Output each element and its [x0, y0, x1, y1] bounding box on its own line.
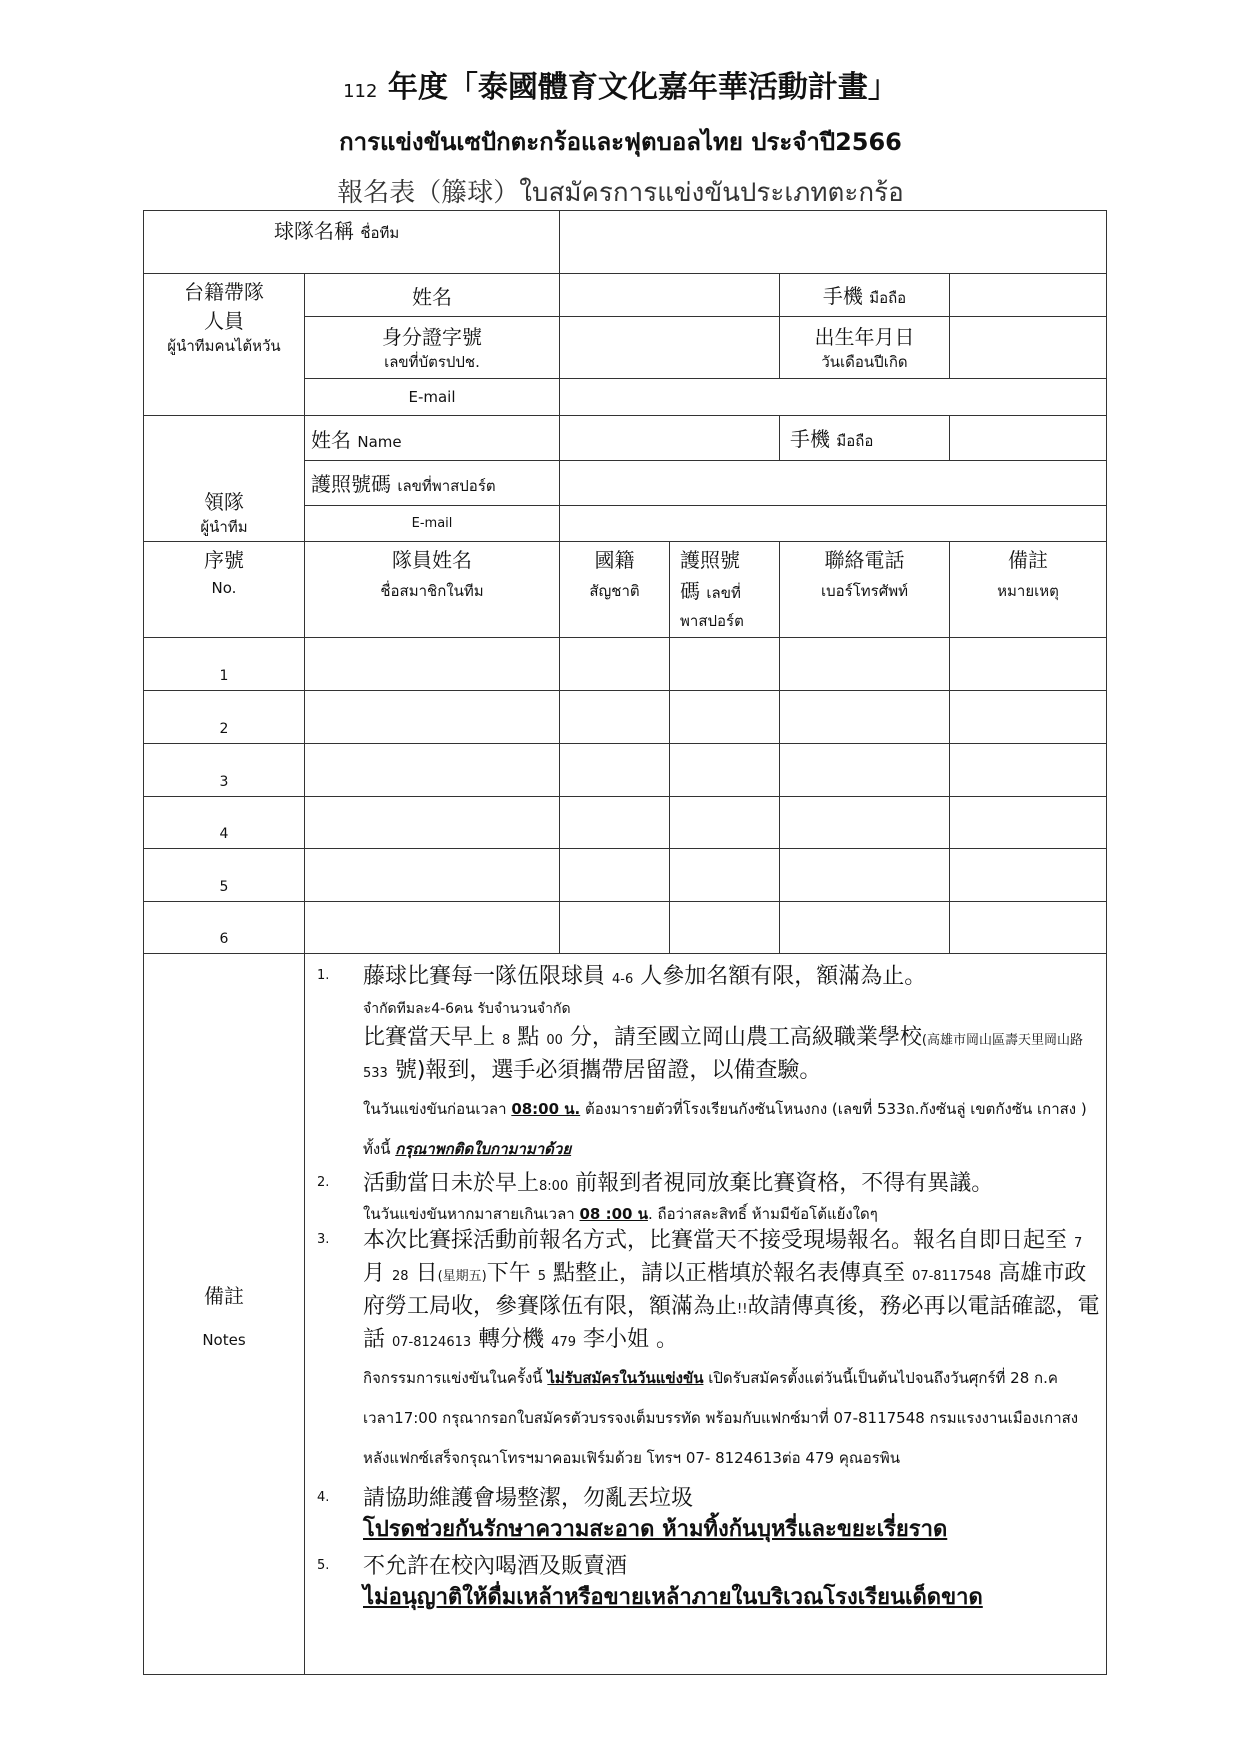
notes-label-zh: 備註: [204, 1283, 244, 1308]
remarks-cell[interactable]: [950, 638, 1107, 691]
notes-label: [144, 954, 305, 1675]
tw-name-field[interactable]: [560, 274, 780, 317]
row-number: 2: [144, 691, 305, 744]
note-1-zh2-c: 分，請至國立岡山農工高級職業學校: [569, 1025, 922, 1050]
tw-id-field[interactable]: [560, 317, 780, 379]
member-name-cell[interactable]: [305, 638, 560, 691]
note-1-th2: [363, 1089, 1100, 1169]
nationality-cell[interactable]: [560, 744, 670, 797]
note-2-th-b: . ถือว่าสละสิทธิ์ ห้ามมีข้อโต้แย้งใดๆ: [647, 1205, 878, 1223]
tw-name-label: 姓名: [305, 274, 560, 317]
phone-cell[interactable]: [780, 849, 950, 902]
header-member-name: [305, 542, 560, 638]
header-no: [144, 542, 305, 638]
member-name-cell[interactable]: [305, 902, 560, 954]
header-remarks-zh: 備註: [1008, 548, 1049, 572]
form-title: 報名表（籐球）ใบสมัครการแข่งขันประเภทตะกร้อ: [337, 178, 904, 208]
header-passport-th-2: พาสปอร์ต: [680, 612, 744, 630]
header-phone-zh: 聯絡電話: [824, 548, 905, 572]
row-number: 1: [144, 638, 305, 691]
leader-email-field[interactable]: [560, 506, 1107, 542]
leader-label: [144, 416, 305, 542]
tw-birth-zh: 出生年月日: [814, 325, 915, 349]
thai-subtitle: การแข่งขันเซปักตะกร้อและฟุตบอลไทย ประจำปี2566: [339, 128, 902, 156]
header-member-name-zh: 隊員姓名: [392, 548, 472, 572]
note-item-2: [311, 1169, 1100, 1226]
note-2-zh-a: 活動當日未於早上: [363, 1171, 540, 1196]
note-2-zh: [363, 1169, 1100, 1202]
header-remarks-th: หมายเหตุ: [997, 582, 1059, 600]
header-no-zh: 序號: [204, 548, 244, 572]
team-label-zh: 球隊名稱: [274, 219, 354, 243]
note-5-zh: 不允許在校內喝酒及販賣酒: [363, 1554, 628, 1579]
note-3-zh-h: !!: [737, 1302, 748, 1317]
note-2-zh-n: 8:00: [539, 1179, 569, 1194]
row-number: 4: [144, 797, 305, 849]
row-number: 3: [144, 744, 305, 797]
header-no-th: No.: [211, 579, 237, 597]
note-1-th: จำกัดทีมละ4-6คน รับจำนวนจำกัด: [363, 1001, 571, 1017]
tw-id-label: [305, 317, 560, 379]
note-3-zh-e: 下午: [486, 1261, 531, 1286]
note-1-zh-a: 藤球比賽每一隊伍限球員: [363, 964, 606, 989]
note-2-zh-b: 前報到者視同放棄比賽資格，不得有異議。: [575, 1171, 994, 1196]
note-3-th-b: ไม่รับสมัครในวันแข่งขัน: [547, 1369, 704, 1387]
note-3-zh-n4: 07-8117548: [912, 1269, 992, 1284]
note-1-th2-time: 08:00 น.: [511, 1100, 581, 1118]
leader-label-zh: 領隊: [204, 490, 244, 514]
table-row: [144, 744, 1107, 797]
note-2-th-a: ในวันแข่งขันหากมาสายเกินเวลา: [363, 1205, 575, 1223]
leader-email-label: E-mail: [305, 506, 560, 542]
note-3-zh-b: 月: [363, 1261, 386, 1286]
header-phone: [780, 542, 950, 638]
note-4-zh: 請協助維護會場整潔，勿亂丟垃圾: [363, 1486, 694, 1511]
note-2-th-time: 08 :00 น: [579, 1205, 648, 1223]
header-remarks: [950, 542, 1107, 638]
leader-passport-th: เลขที่พาสปอร์ต: [397, 477, 496, 495]
leader-row-1: [144, 416, 1107, 461]
nationality-cell[interactable]: [560, 691, 670, 744]
note-3-zh: [363, 1226, 1100, 1358]
passport-cell[interactable]: [670, 691, 780, 744]
note-item-1: [311, 962, 1100, 1169]
notes-content: [305, 954, 1107, 1675]
header-passport: [670, 542, 780, 638]
leader-name-field[interactable]: [560, 416, 780, 461]
nationality-cell[interactable]: [560, 638, 670, 691]
registration-form: [143, 210, 1107, 1675]
remarks-cell[interactable]: [950, 797, 1107, 849]
nationality-cell[interactable]: [560, 797, 670, 849]
passport-cell[interactable]: [670, 797, 780, 849]
title-text: 年度「泰國體育文化嘉年華活動計畫」: [387, 70, 898, 105]
note-1-th2-c: กรุณาพกติดใบกามามาด้วย: [395, 1140, 572, 1158]
tw-birth-label: [780, 317, 950, 379]
note-1-zh2: [363, 1023, 1100, 1089]
tw-id-zh: 身分證字號: [382, 325, 482, 349]
note-1-zh2-d: (高雄市岡山區壽天里岡山路: [921, 1033, 1083, 1048]
note-3-zh-d: (星期五): [437, 1269, 487, 1284]
note-3-zh-i: 故請傳真後，務必再以電話確認，電話: [363, 1294, 1100, 1352]
note-3-zh-g: 高雄市政府勞工局收，參賽隊伍有限，額滿為止: [363, 1261, 1087, 1319]
tw-mobile-label: [780, 274, 950, 317]
note-number: 1.: [317, 968, 330, 983]
note-number: 5.: [317, 1558, 330, 1573]
tw-id-th: เลขที่บัตรปปช.: [384, 353, 480, 371]
member-name-cell[interactable]: [305, 691, 560, 744]
team-name-field[interactable]: [560, 211, 1107, 274]
tw-mobile-field[interactable]: [950, 274, 1107, 317]
phone-cell[interactable]: [780, 691, 950, 744]
header-passport-zh-2: 碼: [680, 579, 701, 603]
phone-cell[interactable]: [780, 744, 950, 797]
tw-birth-field[interactable]: [950, 317, 1107, 379]
phone-cell[interactable]: [780, 797, 950, 849]
note-item-4: [311, 1484, 1100, 1546]
note-3-zh-n3: 5: [537, 1269, 547, 1284]
remarks-cell[interactable]: [950, 744, 1107, 797]
note-1-th2-a: ในวันแข่งขันก่อนเวลา: [363, 1100, 507, 1118]
tw-leader-label-zh-2: 人員: [204, 309, 244, 333]
member-name-cell[interactable]: [305, 797, 560, 849]
table-row: [144, 902, 1107, 954]
tw-email-label: E-mail: [305, 379, 560, 416]
tw-leader-label-zh-1: 台籍帶隊: [184, 280, 264, 304]
note-1-zh: [363, 962, 1100, 995]
phone-cell[interactable]: [780, 638, 950, 691]
team-label-th: ชื่อทีม: [360, 224, 400, 242]
note-1-zh-n: 4-6: [612, 972, 634, 987]
leader-name-label: [305, 416, 560, 461]
tw-birth-th: วันเดือนปีเกิด: [821, 353, 908, 371]
row-number: 5: [144, 849, 305, 902]
title-year: 112: [343, 81, 378, 102]
note-3-zh-j: 轉分機: [478, 1327, 545, 1352]
leader-name-zh: 姓名: [311, 427, 351, 452]
note-number: 4.: [317, 1490, 330, 1505]
note-3-th: [363, 1358, 1100, 1478]
note-2-th: [363, 1202, 1100, 1226]
leader-name-en: Name: [357, 432, 402, 451]
table-row: [144, 797, 1107, 849]
member-name-cell[interactable]: [305, 744, 560, 797]
member-name-cell[interactable]: [305, 849, 560, 902]
note-number: 2.: [317, 1175, 330, 1190]
note-1-zh2-a: 比賽當天早上: [363, 1025, 496, 1050]
passport-cell[interactable]: [670, 638, 780, 691]
note-4-th: โปรดช่วยกันรักษาความสะอาด ห้ามทิ้งก้นบุหรี่และขยะเรี่ยราด: [363, 1517, 948, 1542]
note-3-th-a: กิจกรรมการแข่งขันในครั้งนี้: [363, 1369, 543, 1387]
header-phone-th: เบอร์โทรศัพท์: [821, 582, 909, 600]
note-1-zh-b: 人參加名額有限，額滿為止。: [640, 964, 927, 989]
tw-leader-row-1: [144, 274, 1107, 317]
notes-row: [144, 954, 1107, 1675]
table-row: [144, 638, 1107, 691]
header-nationality-th: สัญชาติ: [589, 582, 640, 600]
document-title: [0, 62, 1241, 106]
remarks-cell[interactable]: [950, 691, 1107, 744]
team-name-row: [144, 211, 1107, 274]
header-member-name-th: ชื่อสมาชิกในทีม: [380, 582, 484, 600]
note-3-zh-n1: 7: [1074, 1236, 1083, 1251]
leader-label-th: ผู้นำทีม: [200, 518, 248, 536]
note-3-zh-k: 李小姐 。: [583, 1327, 678, 1352]
table-row: [144, 849, 1107, 902]
team-name-label: [144, 211, 560, 274]
passport-cell[interactable]: [670, 744, 780, 797]
leader-passport-label: [305, 461, 560, 506]
nationality-cell[interactable]: [560, 849, 670, 902]
note-3-zh-c: 日: [415, 1261, 438, 1286]
note-1-zh2-n1: 8: [502, 1033, 511, 1048]
header-nationality: [560, 542, 670, 638]
leader-mobile-th: มือถือ: [836, 432, 874, 450]
tw-mobile-th: มือถือ: [869, 289, 907, 307]
note-3-zh-n2: 28: [392, 1269, 409, 1284]
note-3-zh-a: 本次比賽採活動前報名方式，比賽當天不接受現場報名。報名自即日起至: [363, 1228, 1068, 1253]
note-item-3: [311, 1226, 1100, 1478]
note-1-zh2-n2: 00: [546, 1033, 563, 1048]
note-number: 3.: [317, 1232, 330, 1247]
note-item-5: [311, 1552, 1100, 1614]
passport-cell[interactable]: [670, 849, 780, 902]
tw-leader-label: [144, 274, 305, 416]
row-number: 6: [144, 902, 305, 954]
header-passport-zh-1: 護照號: [680, 548, 741, 572]
phone-cell[interactable]: [780, 902, 950, 954]
leader-passport-zh: 護照號碼: [311, 472, 391, 496]
nationality-cell[interactable]: [560, 902, 670, 954]
remarks-cell[interactable]: [950, 849, 1107, 902]
leader-mobile-zh: 手機: [790, 427, 831, 451]
note-1-zh2-n3: 533: [363, 1066, 388, 1081]
table-row: [144, 691, 1107, 744]
remarks-cell[interactable]: [950, 902, 1107, 954]
leader-passport-field[interactable]: [560, 461, 1107, 506]
tw-email-field[interactable]: [560, 379, 1107, 416]
header-passport-th-1: เลขที่: [706, 584, 741, 602]
passport-cell[interactable]: [670, 902, 780, 954]
note-1-zh2-e: 號)報到，選手必須攜帶居留證，以備查驗。: [394, 1058, 822, 1083]
leader-mobile-field[interactable]: [950, 416, 1107, 461]
note-1-zh2-b: 點: [517, 1025, 540, 1050]
note-3-th-c: เปิดรับสมัครตั้งแต่วันนี้เป็นต้นไปจนถึงวันศุกร์ที่ 28 ก.ค เวลา17:00 กรุณากรอกใบสมัครตัวบรรจงเต็มบรรทัด พร้อมกับแฟกซ์มาที่ 07-8117548 กรมแรงงานเมืองเกาสง หลังแฟกซ์เสร็จกรุณาโทรฯมาคอมเฟิร์มด้วย โทรฯ 07- 8124613ต่อ 479 คุณอรพิน: [363, 1369, 1079, 1467]
members-header-row: [144, 542, 1107, 638]
note-5-th: ไม่อนุญาติให้ดื่มเหล้าหรือขายเหล้าภายในบริเวณโรงเรียนเด็ดขาด: [363, 1585, 983, 1610]
note-3-zh-f: 點整止，請以正楷填於報名表傳真至: [553, 1261, 906, 1286]
tw-mobile-zh: 手機: [822, 284, 863, 308]
note-3-zh-n6: 479: [551, 1335, 576, 1350]
notes-label-en: Notes: [202, 1330, 246, 1349]
header-nationality-zh: 國籍: [594, 548, 635, 572]
tw-leader-label-th: ผู้นำทีมคนไต้หวัน: [167, 337, 281, 355]
leader-mobile-label: [780, 416, 950, 461]
note-3-zh-n5: 07-8124613: [392, 1335, 472, 1350]
note-1-th2-b: ต้องมารายตัวที่โรงเรียนกังซันโหนงกง (เลขที่ 533ถ.กังซันลู่ เขตกังซัน เกาสง ) ทั้งนี้: [363, 1100, 1087, 1158]
